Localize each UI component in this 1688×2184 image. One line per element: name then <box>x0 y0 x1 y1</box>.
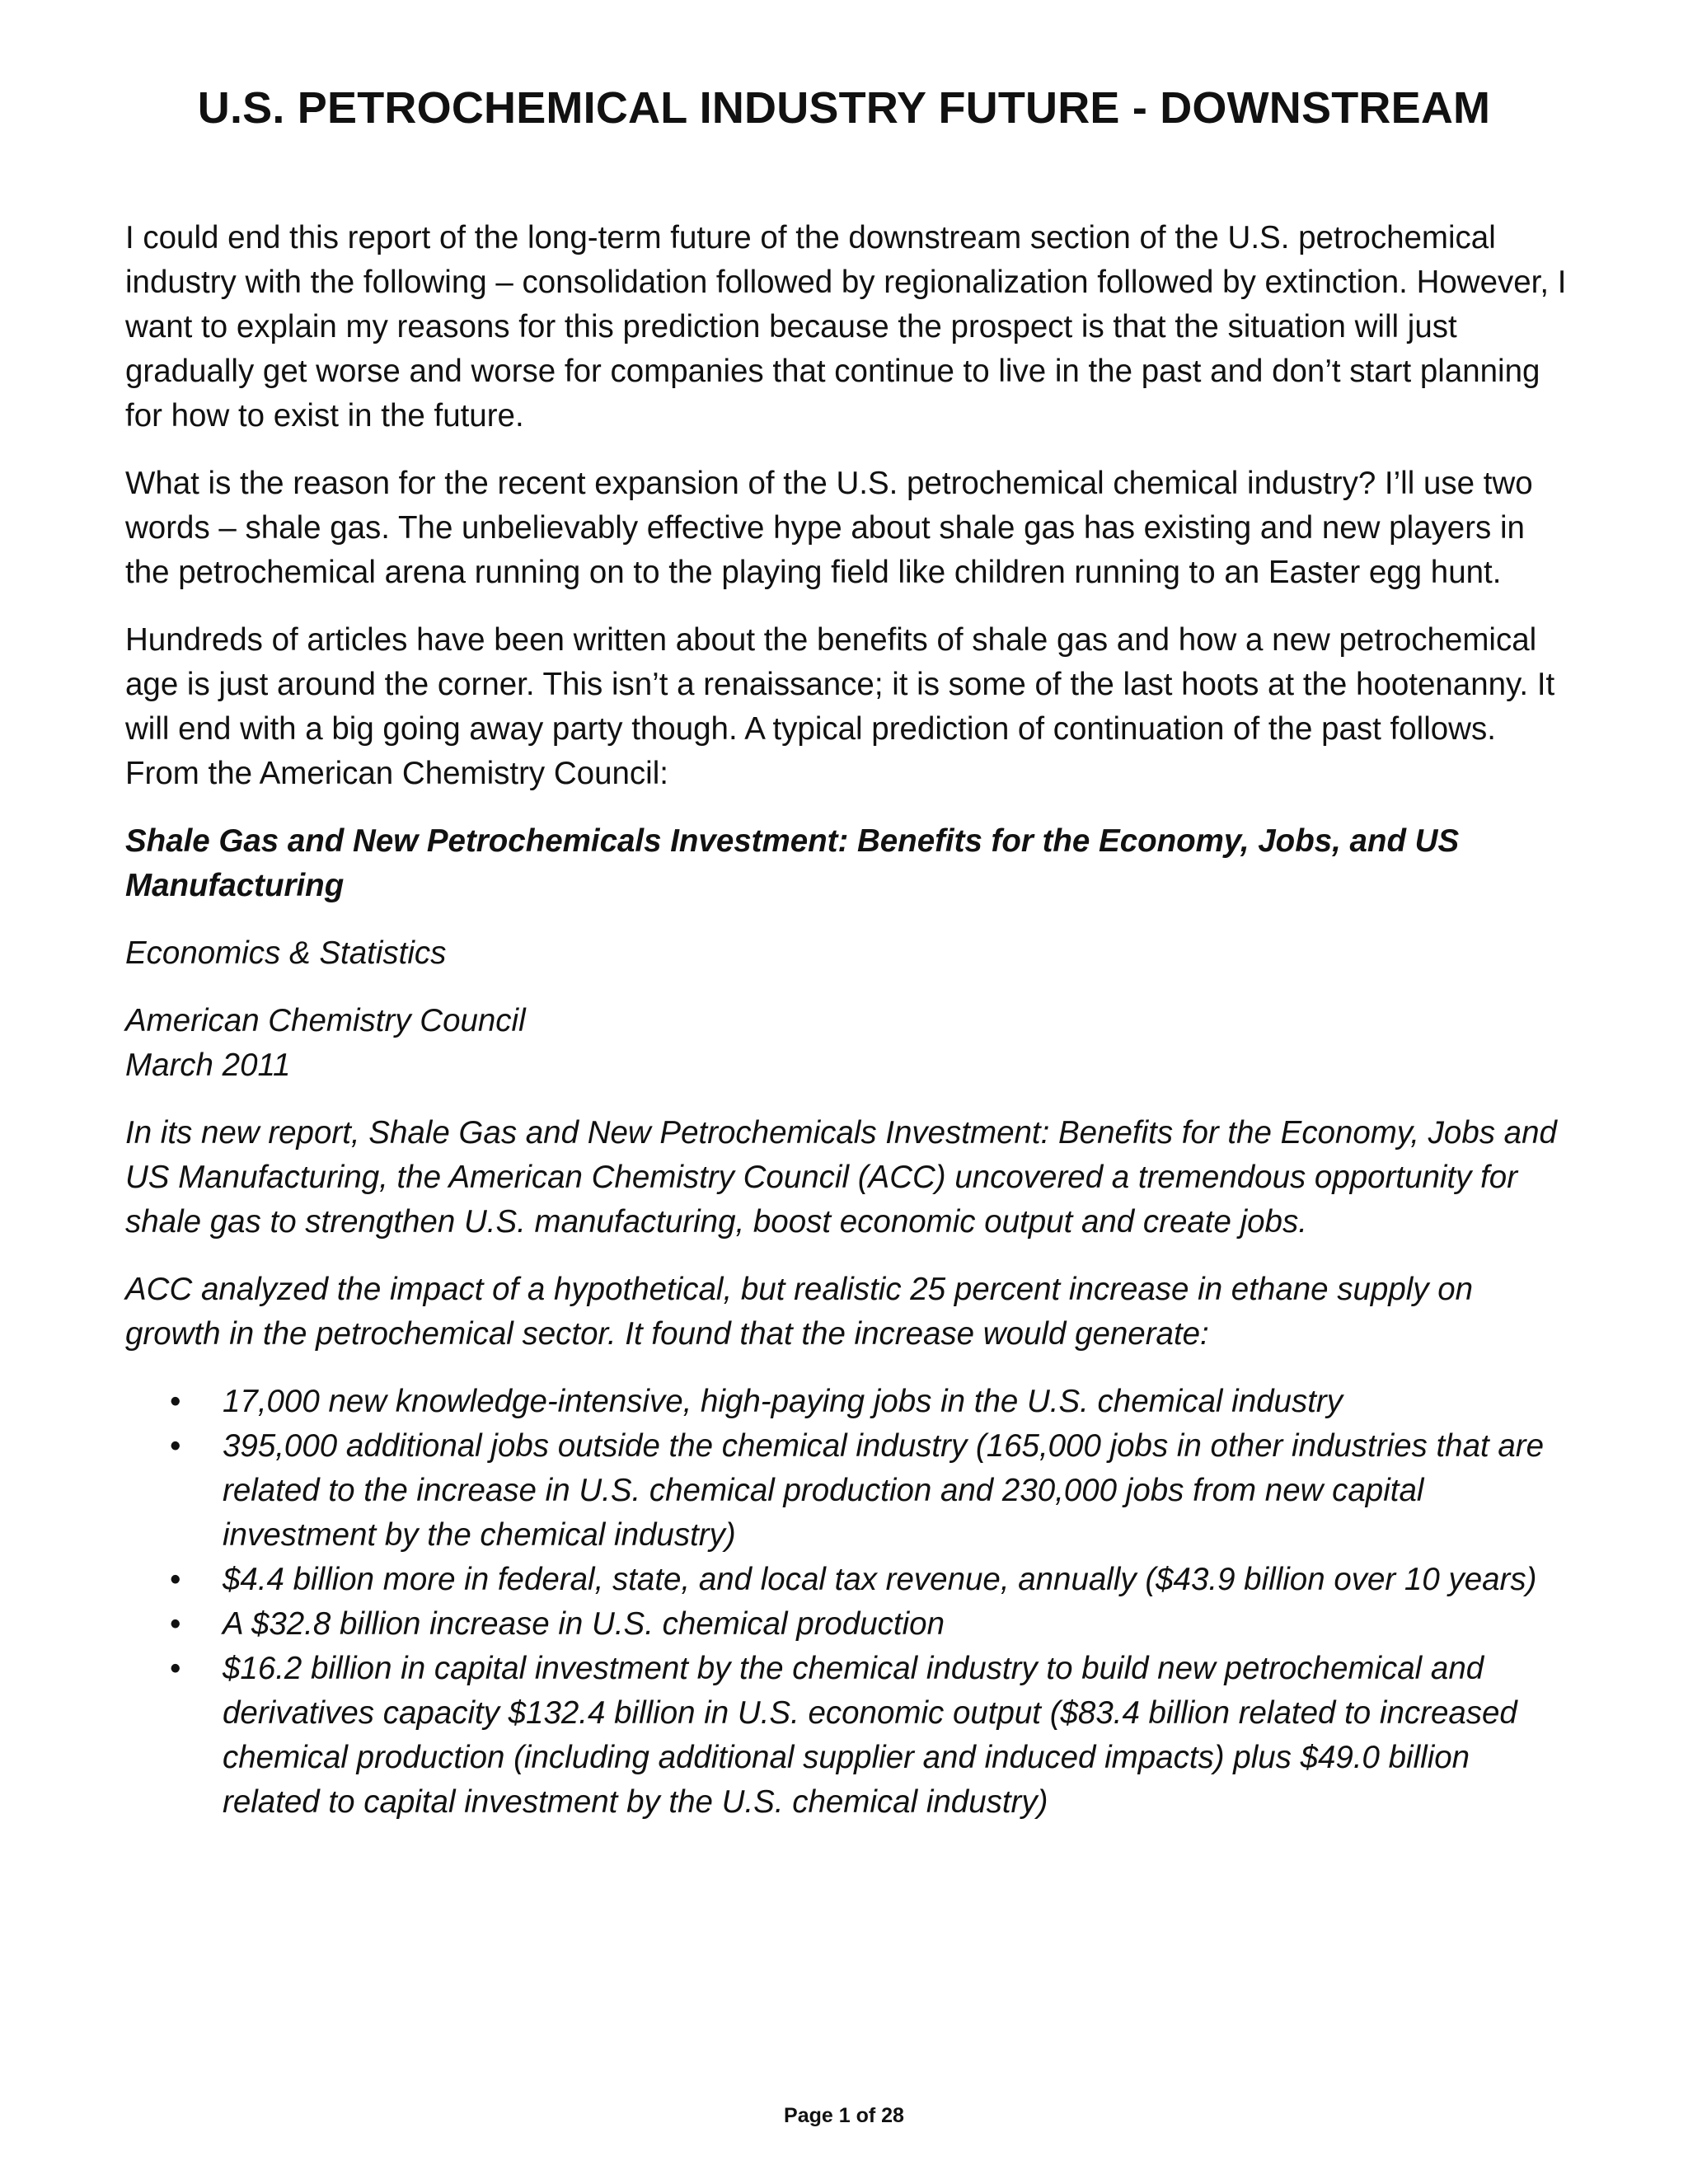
list-item <box>125 1380 1568 1424</box>
quote-paragraph: ACC analyzed the impact of a hypothetical, but realistic 25 percent increase in ethane supply on growth in the petrochemical sector. It found that the increase would generate: <box>125 1272 1474 1352</box>
body-paragraph: I could end this report of the long-term future of the downstream section of the U.S. petrochemical industry with the following – consolidation followed by regionalization followed by extinction. However, I want to explain my reasons for this prediction because the prospect is that the situation will just gradually get worse and worse for companies that continue to live in the past and don’t start planning for how to exist in the future. <box>125 220 1567 434</box>
quote-paragraph: In its new report, Shale Gas and New Petrochemicals Investment: Benefits for the Economy, Jobs and US Manufacturing, the American Chemistry Council (ACC) uncovered a tremendous opportunity for shale gas to strengthen U.S. manufacturing, boost economic output and create jobs. <box>125 1115 1557 1240</box>
bullet-icon: • <box>170 1384 181 1419</box>
list-item-text: 17,000 new knowledge-intensive, high-paying jobs in the U.S. chemical industry <box>223 1384 1343 1419</box>
list-item-text: 395,000 additional jobs outside the chemical industry (165,000 jobs in other industries that are related to the increase in U.S. chemical production and 230,000 jobs from new capital investment by the chemical industry) <box>223 1428 1545 1553</box>
document-title: U.S. PETROCHEMICAL INDUSTRY FUTURE - DOWNSTREAM <box>197 83 1491 133</box>
document-body <box>125 216 1568 1825</box>
bullet-icon: • <box>170 1562 181 1597</box>
list-item-text: A $32.8 billion increase in U.S. chemical production <box>223 1606 945 1642</box>
quote-heading: Shale Gas and New Petrochemicals Investment: Benefits for the Economy, Jobs, and US Manufacturing <box>125 823 1460 903</box>
bullet-icon: • <box>170 1606 181 1642</box>
list-item-text: $16.2 billion in capital investment by the chemical industry to build new petrochemical and derivatives capacity $132.4 billion in U.S. economic output ($83.4 billion related to increased chemical production (including additional supplier and induced impacts) plus $49.0 billion related to capital investment by the U.S. chemical industry) <box>223 1651 1517 1820</box>
quote-source <box>125 999 1568 1088</box>
list-item <box>125 1647 1568 1825</box>
bullet-icon: • <box>170 1651 181 1686</box>
page-number: Page 1 of 28 <box>784 2104 904 2127</box>
list-item <box>125 1558 1568 1602</box>
bullet-icon: • <box>170 1428 181 1464</box>
list-item-text: $4.4 billion more in federal, state, and local tax revenue, annually ($43.9 billion over 10 years) <box>223 1562 1537 1597</box>
list-item <box>125 1602 1568 1647</box>
list-item <box>125 1424 1568 1558</box>
body-paragraph: Hundreds of articles have been written about the benefits of shale gas and how a new petrochemical age is just around the corner. This isn’t a renaissance; it is some of the last hoots at the hootenanny. It will end with a big going away party though. A typical prediction of continuation of the past follows. From the American Chemistry Council: <box>125 622 1555 791</box>
body-paragraph: What is the reason for the recent expansion of the U.S. petrochemical chemical industry? I’ll use two words – shale gas. The unbelievably effective hype about shale gas has existing and new players in the petrochemical arena running on to the playing field like children running to an Easter egg hunt. <box>125 466 1533 590</box>
benefits-list <box>125 1380 1568 1825</box>
quote-date: March 2011 <box>125 1047 291 1083</box>
quote-organization: American Chemistry Council <box>125 1003 526 1038</box>
quote-section: Economics & Statistics <box>125 935 447 971</box>
